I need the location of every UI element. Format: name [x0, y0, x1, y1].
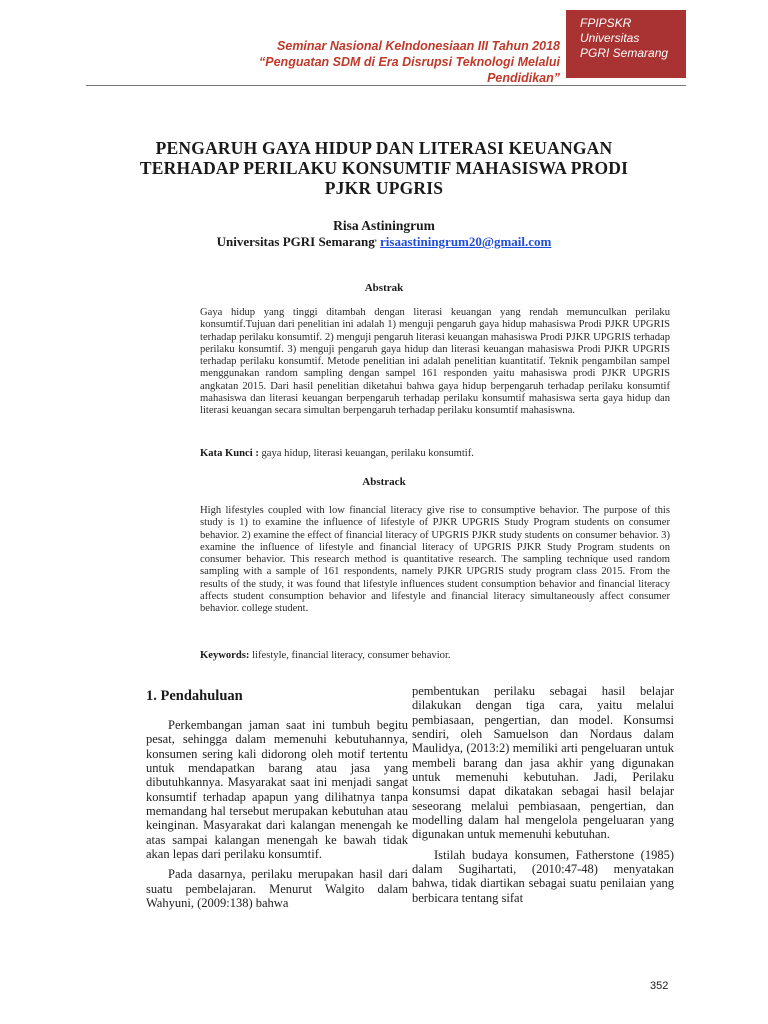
faculty-badge	[566, 10, 686, 78]
author-affiliation: Universitas PGRI Semarang, risaastiningrum20@gmail.com	[216, 234, 552, 249]
author-name: Risa Astiningrum	[333, 218, 435, 233]
abstrak-heading: Abstrak	[364, 282, 404, 294]
paragraph: pembentukan perilaku sebagai hasil belajar dilakukan dengan tiga cara, yaitu melalui pembiasaan, pengertian, dan model. Konsumsi sendiri, oleh Samuelson dan Nordaus dalam Maulidya, (2013:2) memiliki arti pengeluaran untuk membeli barang dan jasa akhir yang digunakan untuk memenuhi kebutuhan. Jadi, Perilaku konsumsi dapat dikatakan sebagai hasil belajar seseorang melalui pembiasaan, pengertian, dan modelling dalam hal mengelola pengeluaran yang digunakan untuk memenuhi kebutuhan.	[412, 684, 674, 842]
header-divider	[86, 85, 686, 86]
title-line: PENGARUH GAYA HIDUP DAN LITERASI KEUANGAN	[155, 138, 613, 158]
faculty-badge-line: Universitas	[580, 31, 640, 45]
affiliation-text: Universitas PGRI Semarang	[216, 234, 375, 249]
faculty-badge-line: PGRI Semarang	[580, 46, 669, 60]
seminar-title: Seminar Nasional KeIndonesiaan III Tahun 2018	[277, 39, 560, 53]
keywords-text: lifestyle, financial literacy, consumer behavior.	[249, 650, 451, 661]
abstract-keywords	[200, 650, 451, 661]
title-line: TERHADAP PERILAKU KONSUMTIF MAHASISWA PRODI	[139, 158, 629, 178]
paragraph: Perkembangan jaman saat ini tumbuh begitu pesat, sehingga dalam memenuhi kebutuhannya, konsumen sering kali didorong oleh motif tertentu untuk mendapatkan barang atau jasa yang dibutuhkannya. Masyarakat saat ini menjadi sangat konsumtif terhadap apapun yang dilihatnya tanpa memandang hal tersebut merupakan kebutuhan atau keinginan. Masyarakat dari kalangan menengah ke atas sampai kalangan menengah ke bawah tidak akan lepas dari perilaku konsumtif.	[146, 718, 408, 862]
section-heading: 1. Pendahuluan	[146, 688, 243, 704]
email-link[interactable]: risaastiningrum20@gmail.com	[380, 234, 552, 249]
keywords-label: Kata Kunci :	[200, 448, 259, 459]
keywords-label: Keywords:	[200, 650, 250, 661]
seminar-header	[230, 38, 560, 86]
paper-title	[120, 138, 648, 198]
right-column	[412, 684, 674, 911]
abstrak-text: Gaya hidup yang tinggi ditambah dengan literasi keuangan yang rendah memunculkan perilaku konsumtif.Tujuan dari penelitian ini adalah 1) menguji pengaruh gaya hidup mahasiswa Prodi PJKR UPGRIS terhadap perilaku konsumtif. 2) menguji pengaruh literasi keuangan mahasiswa Prodi PJKR UPGRIS terhadap perilaku konsumtif. 3) menguji pengaruh gaya hidup dan literasi keuangan mahasiswa Prodi PJKR UPGRIS terhadap perilaku konsumtif. Metode penelitian ini adalah penelitian kuantitatif. Teknik pengambilan sampel menggunakan random sampling dengan sampel 161 responden yaitu mahasiswa prodi PJKR UPGRIS angkatan 2015. Dari hasil penelitian diketahui bahwa gaya hidup berpengaruh terhadap perilaku konsumtif mahasiswa dan literasi keuangan berpengaruh terhadap perilaku konsumtif mahasiswa serta gaya hidup dan literasi keuangan secara simultan berpengaruh terhadap perilaku konsumtif mahasiswna.	[200, 307, 670, 417]
abstract-text: High lifestyles coupled with low financial literacy give rise to consumptive behavior. The purpose of this study is 1) to examine the influence of lifestyle of PJKR UPGRIS Study Program students on consumer behavior. 2) examine the effect of financial literacy of UPGRIS PJKR study students on consumer behavior. 3) examine the influence of lifestyle and financial literacy of UPGRIS PJKR Study Program students on consumer behavior. This research method is quantitative research. The sampling technique used random sampling with a sample of 161 respondents, namely PJKR UPGRIS study program class 2015. From the results of the study, it was found that lifestyle influences student consumption behavior and financial literacy affects student consumption behavior and lifestyle and financial literacy simultaneously affect consumer behavior. college student.	[200, 505, 670, 615]
left-column	[146, 718, 408, 916]
seminar-theme: “Penguatan SDM di Era Disrupsi Teknologi Melalui Pendidikan”	[259, 55, 560, 85]
faculty-badge-line: FPIPSKR	[580, 16, 632, 30]
title-line: PJKR UPGRIS	[324, 178, 444, 198]
paragraph: Pada dasarnya, perilaku merupakan hasil dari suatu pembelajaran. Menurut Walgito dalam Wahyuni, (2009:138) bahwa	[146, 867, 408, 911]
abstrak-keywords	[200, 448, 474, 459]
page-number: 352	[650, 980, 669, 992]
abstract-heading: Abstrack	[362, 476, 406, 488]
paragraph: Istilah budaya konsumen, Fatherstone (1985) dalam Sugihartati, (2010:47-48) menyatakan bahwa, tidak diartikan sebagai suatu penilaian yang berbicara tentang sifat	[412, 847, 674, 905]
keywords-text: gaya hidup, literasi keuangan, perilaku konsumtif.	[258, 448, 474, 459]
